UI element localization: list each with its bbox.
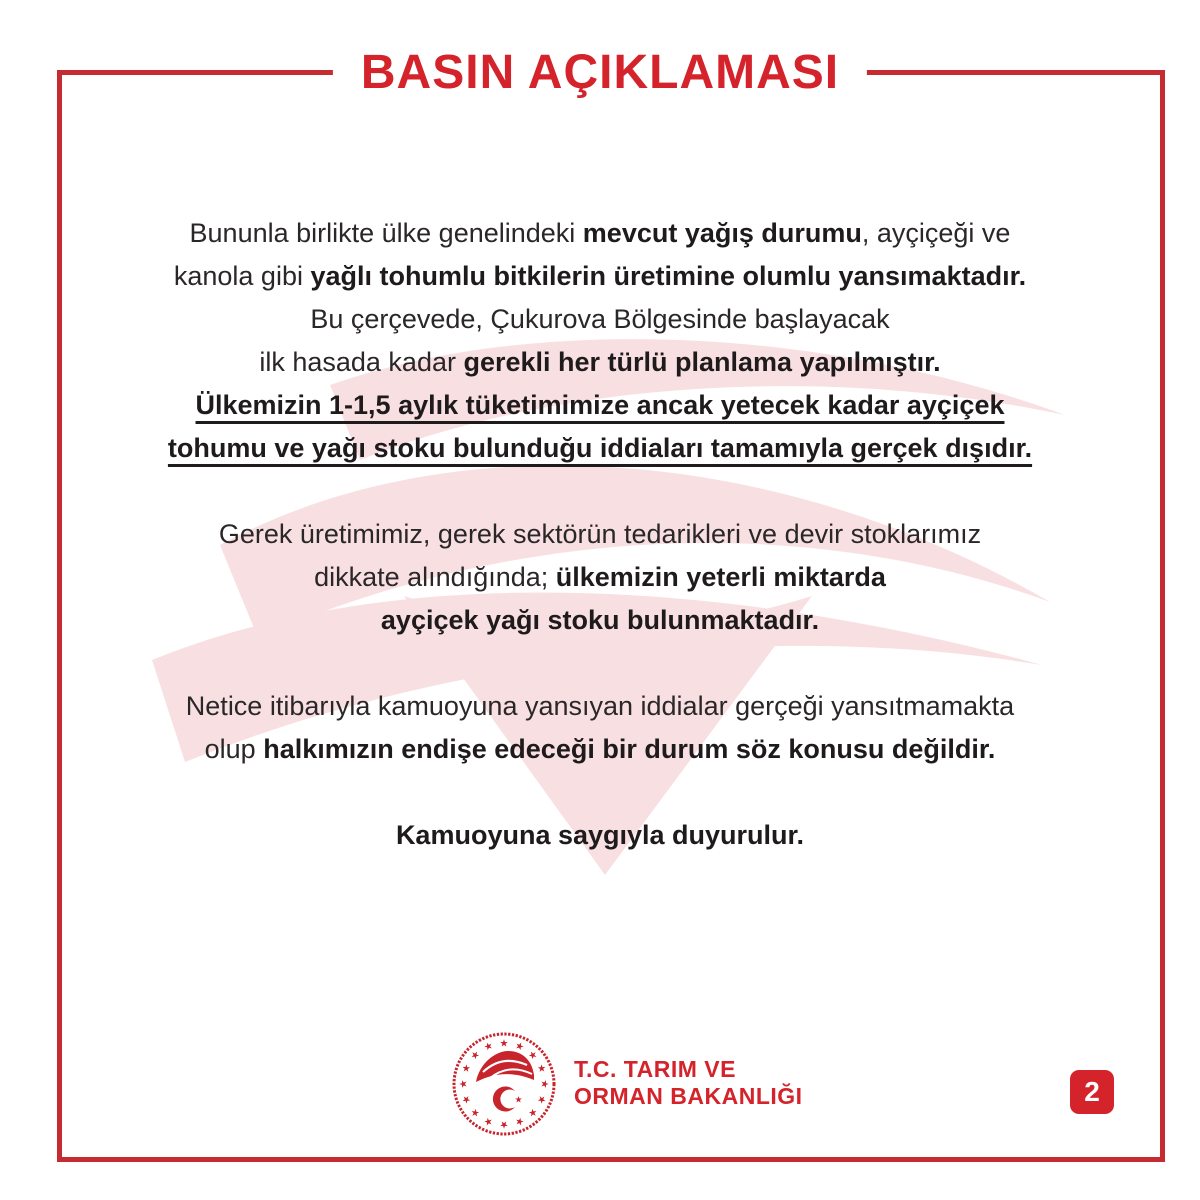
- body-run: Kamuoyuna saygıyla duyurulur.: [395, 820, 805, 850]
- body-line: [45, 255, 1155, 298]
- ministry-emblem: [450, 1030, 558, 1138]
- paragraph-3: [45, 685, 1155, 771]
- body-run: kanola gibi: [173, 261, 311, 291]
- body-line: [45, 556, 1155, 599]
- paragraph-2: [45, 513, 1155, 642]
- svg-text:★: ★: [514, 1095, 523, 1106]
- body-run: ayçiçek yağı stoku bulunmaktadır.: [380, 605, 820, 635]
- body-line: [45, 814, 1155, 857]
- body-run: ülkemizin yeterli miktarda: [555, 562, 886, 592]
- crescent-star-icon: [493, 1087, 523, 1112]
- star-icon: ★: [525, 1048, 540, 1063]
- body-run: gerekli her türlü planlama yapılmıştır.: [463, 347, 941, 377]
- star-icon: ★: [482, 1040, 495, 1054]
- body-run: olup: [204, 734, 264, 764]
- body-line: [45, 513, 1155, 556]
- star-icon: ★: [534, 1062, 548, 1075]
- page-number: 2: [1084, 1076, 1100, 1107]
- body-line: [45, 341, 1155, 384]
- body-line: [45, 298, 1155, 341]
- body-line: [45, 599, 1155, 642]
- paragraph-1: [45, 212, 1155, 470]
- star-icon: ★: [499, 1118, 509, 1130]
- body-line: [45, 212, 1155, 255]
- body-run: dikkate alındığında;: [314, 562, 556, 592]
- star-icon: ★: [460, 1062, 474, 1075]
- paragraph-4: [45, 814, 1155, 857]
- body-run: , ayçiçeği ve: [861, 218, 1011, 248]
- body-run: Gerek üretimimiz, gerek sektörün tedarikleri ve devir stoklarımız: [218, 519, 982, 549]
- ministry-name: [574, 1056, 803, 1110]
- page-title: BASIN AÇIKLAMASI: [360, 46, 840, 99]
- body-line: [45, 685, 1155, 728]
- body-run: yağlı tohumlu bitkilerin üretimine olumlu yansımaktadır.: [310, 261, 1027, 291]
- body-line: [45, 384, 1155, 427]
- body-run: Netice itibarıyla kamuoyuna yansıyan iddialar gerçeği yansıtmamakta: [185, 691, 1015, 721]
- body-run: ilk hasada kadar: [259, 347, 464, 377]
- star-icon: ★: [499, 1038, 509, 1050]
- body-line: [45, 728, 1155, 771]
- body-run: Bu çerçevede, Çukurova Bölgesinde başlayacak: [310, 304, 890, 334]
- star-icon: ★: [468, 1048, 483, 1063]
- star-icon: ★: [534, 1093, 548, 1106]
- body-run: Ülkemizin 1-1,5 aylık tüketimimize ancak yetecek kadar ayçiçek: [195, 390, 1005, 420]
- page-number-badge: [1070, 1070, 1114, 1114]
- body-run: mevcut yağış durumu: [582, 218, 862, 248]
- body-run: tohumu ve yağı stoku bulunduğu iddiaları tamamıyla gerçek dışıdır.: [167, 433, 1033, 463]
- star-icon: ★: [513, 1040, 526, 1054]
- star-icon: ★: [460, 1093, 474, 1106]
- star-icon: ★: [513, 1114, 526, 1128]
- star-icon: ★: [538, 1079, 550, 1089]
- body-run: halkımızın endişe edeceği bir durum söz konusu değildir.: [263, 734, 996, 764]
- title-wrap: [333, 44, 867, 102]
- star-icon: ★: [468, 1105, 483, 1120]
- body-run: Bununla birlikte ülke genelindeki: [189, 218, 583, 248]
- star-icon: ★: [482, 1114, 495, 1128]
- star-icon: ★: [525, 1105, 540, 1120]
- star-icon: ★: [458, 1079, 470, 1089]
- body-line: [45, 427, 1155, 470]
- press-release-body: [45, 212, 1155, 857]
- ministry-name-line2: ORMAN BAKANLIĞI: [574, 1083, 803, 1109]
- ministry-name-line1: T.C. TARIM VE: [574, 1056, 736, 1082]
